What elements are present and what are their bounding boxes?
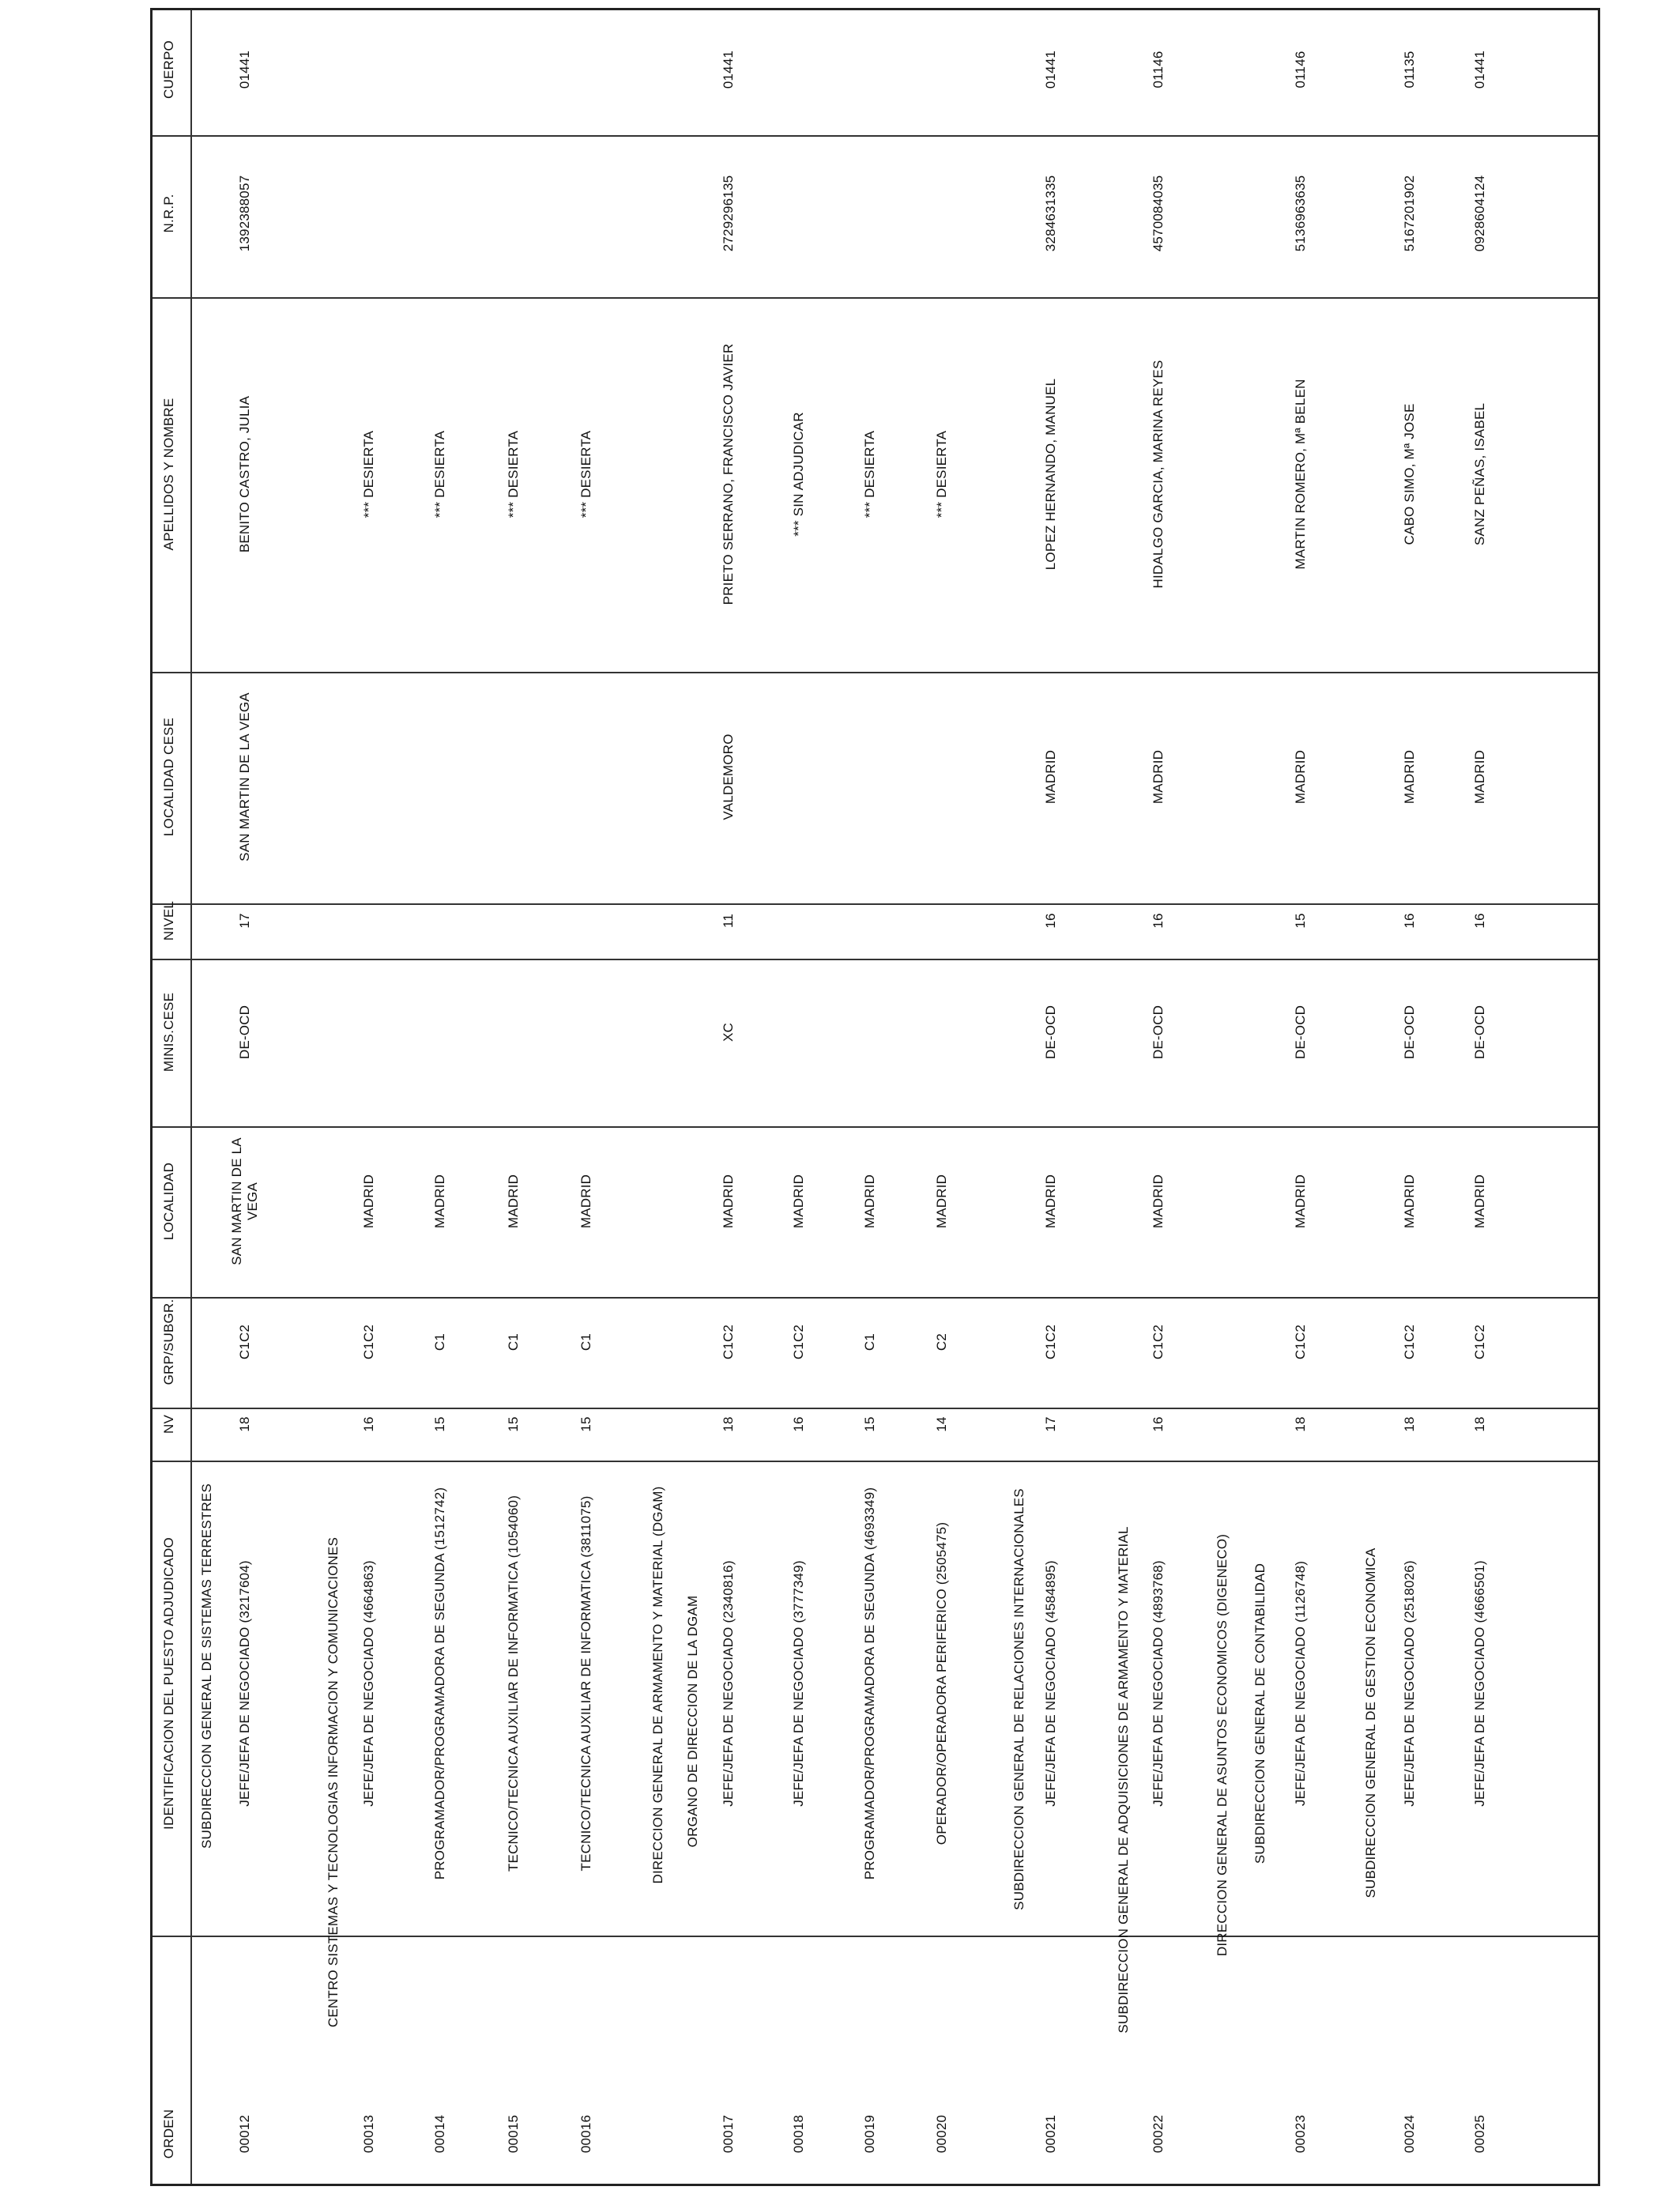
row-puesto: JEFE/JEFA DE NEGOCIADO (4666501) xyxy=(1472,1560,1487,1807)
row-grp: C1C2 xyxy=(361,1324,376,1360)
row-nombre: *** DESIERTA xyxy=(934,430,949,518)
row-cuerpo: 01441 xyxy=(1043,50,1058,89)
row-nrp: 3284631335 xyxy=(1043,175,1058,252)
row-orden: 00013 xyxy=(361,2114,376,2154)
row-localidad: MADRID xyxy=(934,1174,949,1229)
row-orden: 00017 xyxy=(721,2114,736,2154)
row-orden: 00019 xyxy=(862,2114,877,2154)
row-puesto: JEFE/JEFA DE NEGOCIADO (2518026) xyxy=(1402,1560,1417,1807)
row-localidad-cese: MADRID xyxy=(1402,749,1417,805)
header-nv: NV xyxy=(161,1414,176,1434)
header-nivel: NIVEL xyxy=(161,900,176,941)
row-minis: DE-OCD xyxy=(1293,1005,1308,1060)
row-nv: 15 xyxy=(862,1416,877,1432)
row-minis: DE-OCD xyxy=(1151,1005,1166,1060)
row-nv: 15 xyxy=(506,1416,521,1432)
header-identificacion: IDENTIFICACION DEL PUESTO ADJUDICADO xyxy=(161,1537,176,1830)
row-nombre: *** DESIERTA xyxy=(361,430,376,518)
row-localidad: MADRID xyxy=(791,1174,806,1229)
unit-heading: SUBDIRECCION GENERAL DE ADQUISICIONES DE ARMAMENTO Y MATERIAL xyxy=(1116,1526,1131,2034)
row-puesto: PROGRAMADOR/PROGRAMADORA DE SEGUNDA (4693349) xyxy=(862,1487,877,1880)
row-grp: C1C2 xyxy=(1151,1324,1166,1360)
row-localidad-cese: MADRID xyxy=(1472,749,1487,805)
row-localidad: MADRID xyxy=(1402,1174,1417,1229)
row-puesto: TECNICO/TECNICA AUXILIAR DE INFORMATICA (3811075) xyxy=(578,1495,593,1872)
row-localidad: MADRID xyxy=(432,1174,447,1229)
row-nombre: HIDALGO GARCIA, MARINA REYES xyxy=(1151,360,1166,589)
row-cuerpo: 01146 xyxy=(1151,51,1166,89)
row-nrp: 0928604124 xyxy=(1472,175,1487,252)
column-divider xyxy=(153,1936,1598,1937)
row-nivel: 11 xyxy=(721,913,736,929)
row-cuerpo: 01441 xyxy=(721,50,736,89)
row-nv: 16 xyxy=(1151,1416,1166,1432)
row-nrp: 5136963635 xyxy=(1293,175,1308,252)
row-puesto: JEFE/JEFA DE NEGOCIADO (1126748) xyxy=(1293,1560,1308,1807)
row-nrp: 4570084035 xyxy=(1151,175,1166,252)
row-minis: DE-OCD xyxy=(1472,1005,1487,1060)
row-minis: XC xyxy=(721,1022,736,1042)
row-orden: 00015 xyxy=(506,2114,521,2154)
row-localidad: MADRID xyxy=(506,1174,521,1229)
row-nombre: LOPEZ HERNANDO, MANUEL xyxy=(1043,378,1058,571)
header-minis: MINIS.CESE xyxy=(161,992,176,1072)
row-grp: C1 xyxy=(432,1333,447,1351)
row-localidad: MADRID xyxy=(1293,1174,1308,1229)
row-nv: 18 xyxy=(1293,1416,1308,1432)
row-puesto: OPERADOR/OPERADORA PERIFERICO (2505475) xyxy=(934,1521,949,1845)
row-grp: C1C2 xyxy=(237,1324,252,1360)
row-localidad: MADRID xyxy=(721,1174,736,1229)
unit-heading: DIRECCION GENERAL DE ASUNTOS ECONOMICOS (DIGENECO) xyxy=(1215,1533,1230,1957)
row-nv: 17 xyxy=(1043,1416,1058,1432)
row-grp: C1 xyxy=(506,1333,521,1351)
row-nivel: 16 xyxy=(1472,913,1487,929)
row-puesto: JEFE/JEFA DE NEGOCIADO (3217604) xyxy=(237,1560,252,1807)
row-cuerpo: 01441 xyxy=(1472,50,1487,89)
row-puesto: JEFE/JEFA DE NEGOCIADO (2340816) xyxy=(721,1560,736,1807)
row-nv: 18 xyxy=(1402,1416,1417,1432)
row-grp: C2 xyxy=(934,1333,949,1351)
column-divider xyxy=(153,1126,1598,1128)
row-cuerpo: 01135 xyxy=(1402,51,1417,89)
header-grp: GRP/SUBGR. xyxy=(161,1299,176,1385)
row-orden: 00016 xyxy=(578,2114,593,2154)
row-grp: C1 xyxy=(578,1333,593,1351)
row-grp: C1C2 xyxy=(1472,1324,1487,1360)
header-localidad: LOCALIDAD xyxy=(161,1162,176,1241)
row-localidad-cese: SAN MARTIN DE LA VEGA xyxy=(237,692,252,861)
row-nv: 18 xyxy=(721,1416,736,1432)
row-nv: 16 xyxy=(361,1416,376,1432)
row-localidad-line2: VEGA xyxy=(245,1182,260,1221)
unit-heading: SUBDIRECCION GENERAL DE RELACIONES INTERNACIONALES xyxy=(1011,1488,1026,1910)
unit-heading: SUBDIRECCION GENERAL DE GESTION ECONOMICA xyxy=(1363,1547,1378,1898)
row-nv: 16 xyxy=(791,1416,806,1432)
row-nombre: BENITO CASTRO, JULIA xyxy=(237,395,252,553)
row-localidad: MADRID xyxy=(578,1174,593,1229)
row-grp: C1 xyxy=(862,1333,877,1351)
unit-heading: DIRECCION GENERAL DE ARMAMENTO Y MATERIAL (DGAM) xyxy=(650,1486,665,1884)
row-nivel: 16 xyxy=(1043,913,1058,929)
row-orden: 00021 xyxy=(1043,2114,1058,2154)
header-separator xyxy=(190,10,192,2184)
row-orden: 00023 xyxy=(1293,2114,1308,2154)
row-nivel: 16 xyxy=(1151,913,1166,929)
row-nombre: MARTIN ROMERO, Mª BELEN xyxy=(1293,379,1308,570)
row-nombre: SANZ PEÑAS, ISABEL xyxy=(1472,402,1487,546)
row-orden: 00025 xyxy=(1472,2114,1487,2154)
row-nombre: *** DESIERTA xyxy=(506,430,521,518)
row-orden: 00020 xyxy=(934,2114,949,2154)
row-orden: 00018 xyxy=(791,2114,806,2154)
row-puesto: TECNICO/TECNICA AUXILIAR DE INFORMATICA (1054060) xyxy=(506,1495,521,1872)
unit-heading: SUBDIRECCION GENERAL DE SISTEMAS TERRESTRES xyxy=(199,1483,214,1849)
row-puesto: PROGRAMADOR/PROGRAMADORA DE SEGUNDA (1512742) xyxy=(432,1487,447,1880)
row-localidad-cese: MADRID xyxy=(1151,749,1166,805)
row-nv: 18 xyxy=(1472,1416,1487,1432)
row-nrp: 5167201902 xyxy=(1402,175,1417,252)
row-localidad: MADRID xyxy=(361,1174,376,1229)
row-localidad: MADRID xyxy=(1151,1174,1166,1229)
unit-heading: SUBDIRECCION GENERAL DE CONTABILIDAD xyxy=(1252,1563,1268,1864)
row-localidad-cese: MADRID xyxy=(1293,749,1308,805)
unit-heading: CENTRO SISTEMAS Y TECNOLOGIAS INFORMACION Y COMUNICACIONES xyxy=(326,1536,341,2028)
header-nrp: N.R.P. xyxy=(161,194,176,233)
row-grp: C1C2 xyxy=(721,1324,736,1360)
row-localidad-cese: MADRID xyxy=(1043,749,1058,805)
row-nombre: *** DESIERTA xyxy=(578,430,593,518)
row-nv: 15 xyxy=(578,1416,593,1432)
header-orden: ORDEN xyxy=(161,2109,176,2159)
row-nrp: 2729296135 xyxy=(721,175,736,252)
unit-heading: ORGANO DE DIRECCION DE LA DGAM xyxy=(685,1595,700,1848)
row-grp: C1C2 xyxy=(791,1324,806,1360)
column-divider xyxy=(153,135,1598,137)
row-localidad: MADRID xyxy=(862,1174,877,1229)
row-orden: 00022 xyxy=(1151,2114,1166,2154)
row-nv: 18 xyxy=(237,1416,252,1432)
row-puesto: JEFE/JEFA DE NEGOCIADO (4584895) xyxy=(1043,1560,1058,1807)
row-cuerpo: 01146 xyxy=(1293,51,1308,89)
row-nv: 14 xyxy=(934,1416,949,1432)
row-puesto: JEFE/JEFA DE NEGOCIADO (4893768) xyxy=(1151,1560,1166,1807)
row-minis: DE-OCD xyxy=(237,1005,252,1060)
row-nivel: 15 xyxy=(1293,913,1308,929)
row-nombre: *** DESIERTA xyxy=(862,430,877,518)
header-cuerpo: CUERPO xyxy=(161,40,176,99)
row-nivel: 17 xyxy=(237,913,252,929)
column-divider xyxy=(153,297,1598,299)
row-minis: DE-OCD xyxy=(1402,1005,1417,1060)
column-divider xyxy=(153,903,1598,905)
row-minis: DE-OCD xyxy=(1043,1005,1058,1060)
column-divider xyxy=(153,1461,1598,1462)
row-grp: C1C2 xyxy=(1293,1324,1308,1360)
row-orden: 00014 xyxy=(432,2114,447,2154)
column-divider xyxy=(153,959,1598,960)
row-orden: 00024 xyxy=(1402,2114,1417,2154)
row-localidad-cese: VALDEMORO xyxy=(721,733,736,820)
row-localidad: MADRID xyxy=(1472,1174,1487,1229)
row-orden: 00012 xyxy=(237,2114,252,2154)
row-cuerpo: 01441 xyxy=(237,50,252,89)
row-nivel: 16 xyxy=(1402,913,1417,929)
row-grp: C1C2 xyxy=(1043,1324,1058,1360)
column-divider xyxy=(153,672,1598,673)
header-apellidos: APELLIDOS Y NOMBRE xyxy=(161,398,176,551)
row-nrp: 1392388057 xyxy=(237,175,252,252)
row-localidad: SAN MARTIN DE LA xyxy=(229,1137,244,1265)
row-nv: 15 xyxy=(432,1416,447,1432)
column-divider xyxy=(153,1408,1598,1409)
row-nombre: *** SIN ADJUDICAR xyxy=(791,412,806,537)
column-divider xyxy=(153,1297,1598,1299)
row-localidad: MADRID xyxy=(1043,1174,1058,1229)
row-grp: C1C2 xyxy=(1402,1324,1417,1360)
row-puesto: JEFE/JEFA DE NEGOCIADO (3777349) xyxy=(791,1560,806,1807)
header-localidad-cese: LOCALIDAD CESE xyxy=(161,717,176,837)
row-nombre: PRIETO SERRANO, FRANCISCO JAVIER xyxy=(721,343,736,605)
row-nombre: CABO SIMO, Mª JOSE xyxy=(1402,403,1417,545)
row-nombre: *** DESIERTA xyxy=(432,430,447,518)
row-puesto: JEFE/JEFA DE NEGOCIADO (4664863) xyxy=(361,1560,376,1807)
